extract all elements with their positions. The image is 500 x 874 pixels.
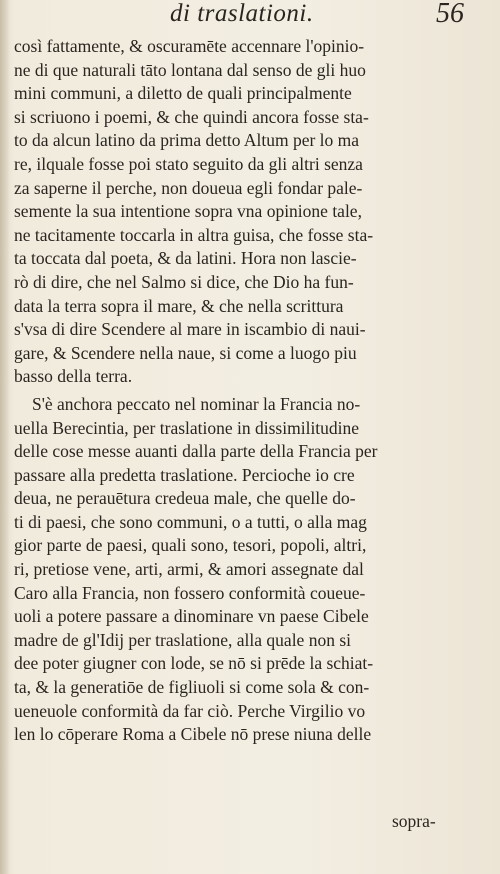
body-text <box>14 35 482 747</box>
text-line: delle cose messe auanti dalla parte della Francia per <box>14 441 378 462</box>
text-line: gare, & Scendere nella naue, si come a luogo piu <box>14 342 357 363</box>
text-line: madre de gl'Idij per traslatione, alla quale non si <box>14 629 351 650</box>
page-number: 56 <box>436 0 464 29</box>
text-line: mini communi, a diletto de quali principalmente <box>14 83 352 104</box>
text-line: za saperne il perche, non doueua egli fondar pale- <box>14 177 363 198</box>
text-line: deua, ne perauētura credeua male, che quelle do- <box>14 488 356 509</box>
text-line: s'vsa di dire Scendere al mare in iscambio di naui- <box>14 319 366 340</box>
text-line: semente la sua intentione sopra vna opinione tale, <box>14 201 362 222</box>
page-header <box>0 0 500 34</box>
page-gutter-shadow <box>0 0 10 874</box>
text-line: data la terra sopra il mare, & che nella scrittura <box>14 295 344 316</box>
text-line: ne tacitamente toccarla in altra guisa, che fosse sta- <box>14 224 374 245</box>
text-line: ti di paesi, che sono communi, o a tutti, o alla mag <box>14 511 367 532</box>
text-line: ueneuole conformità da far ciò. Perche Virgilio vo <box>14 700 366 721</box>
paragraph-1 <box>14 35 482 389</box>
text-line: uella Berecintia, per traslatione in dissimilitudine <box>14 417 360 438</box>
text-line: uoli a potere passare a dinominare vn paese Cibele <box>14 606 369 627</box>
text-line: basso della terra. <box>14 366 133 387</box>
text-line: rò di dire, che nel Salmo si dice, che Dio ha fun- <box>14 271 354 292</box>
text-line: gior parte de paesi, quali sono, tesori, popoli, altri, <box>14 535 367 556</box>
text-line: ta, & la generatiōe de figliuoli si come sola & con- <box>14 677 370 698</box>
text-line: to da alcun latino da prima detto Altum per lo ma <box>14 130 360 151</box>
text-line: S'è anchora peccato nel nominar la Francia no- <box>32 393 361 414</box>
text-line: Caro alla Francia, non fossero conformità coueue- <box>14 582 366 603</box>
text-line: si scriuono i poemi, & che quindi ancora fosse sta- <box>14 106 369 127</box>
text-line: ri, pretiose vene, arti, armi, & amori assegnate dal <box>14 559 364 580</box>
text-line: ta toccata dal poeta, & da latini. Hora non lascie- <box>14 248 357 269</box>
catchword: sopra- <box>392 811 436 831</box>
text-line: passare alla predetta traslatione. Percioche io cre <box>14 464 355 485</box>
running-head: di traslationi. <box>170 0 314 27</box>
text-line: len lo cōperare Roma a Cibele nō prese niuna delle <box>14 724 372 745</box>
paragraph-2 <box>14 393 482 747</box>
text-line: re, ilquale fosse poi stato seguito da gli altri senza <box>14 153 363 174</box>
text-line: dee poter giugner con lode, se nō si prēde la schiat- <box>14 653 374 674</box>
text-line: ne di que naturali tāto lontana dal senso de gli huo <box>14 59 366 80</box>
text-line: così fattamente, & oscuramēte accennare l'opinio- <box>14 36 365 56</box>
